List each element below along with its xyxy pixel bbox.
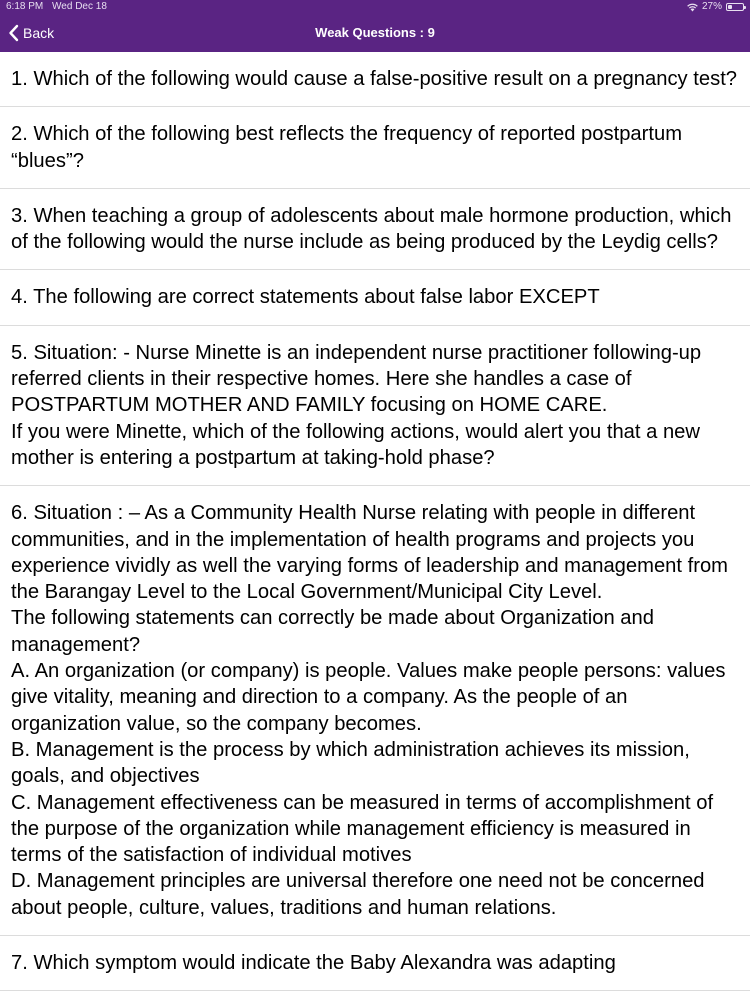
question-text: A. An organization (or company) is people. Values make people persons: values give vitality, meaning and direction to a company. As the people of an organization value, so the company becomes. (11, 660, 726, 735)
question-list (0, 52, 750, 1000)
question-item[interactable] (0, 270, 750, 325)
question-text: If you were Minette, which of the following actions, would alert you that a new mother is entering a postpartum at taking-hold phase? (11, 420, 700, 469)
page-title: Weak Questions : 9 (315, 25, 435, 40)
question-text: 6. Situation : – As a Community Health Nurse relating with people in different communities, and in the implementation of health programs and projects you experience vividly as well the varying forms of leadership and management from the Barangay Level to the Local Government/Municipal City Level. (11, 502, 729, 604)
question-item[interactable] (0, 326, 750, 486)
nav-bar (0, 14, 750, 52)
question-text: 5. Situation: - Nurse Minette is an independent nurse practitioner following-up referred clients in their respective homes. Here she handles a case of POSTPARTUM MOTHER AND FAMILY focusing on HOME CARE. (11, 341, 702, 417)
status-bar (0, 0, 750, 14)
question-item[interactable] (0, 486, 750, 936)
question-text: 3. When teaching a group of adolescents about male hormone production, which of the following would the nurse include as being produced by the Leydig cells? (11, 204, 732, 254)
status-date: Wed Dec 18 (52, 1, 107, 12)
question-text: D. Management principles are universal therefore one need not be concerned about people, culture, values, traditions and human relations. (11, 870, 705, 919)
question-item[interactable] (0, 52, 750, 107)
question-text: 4. The following are correct statements about false labor EXCEPT (11, 286, 600, 309)
question-item[interactable] (0, 936, 750, 991)
status-left (6, 0, 107, 14)
wifi-icon (687, 3, 698, 12)
question-text: The following statements can correctly be made about Organization and management? (11, 607, 654, 656)
question-text: 1. Which of the following would cause a false-positive result on a pregnancy test? (11, 68, 738, 90)
header-bar (0, 0, 750, 52)
question-item[interactable] (0, 107, 750, 189)
question-text: 2. Which of the following best reflects the frequency of reported postpartum “blues”? (11, 123, 683, 172)
question-text: B. Management is the process by which administration achieves its mission, goals, and objectives (11, 738, 690, 788)
battery-level-fill (728, 5, 732, 9)
question-text: 7. Which symptom would indicate the Baby Alexandra was adapting (11, 952, 616, 975)
question-text: C. Management effectiveness can be measured in terms of accomplishment of the purpose of the organization while management efficiency is measured in terms of the satisfaction of individual motives (11, 791, 714, 867)
back-label: Back (23, 25, 55, 41)
battery-percent: 27% (701, 1, 722, 12)
battery-icon (726, 3, 744, 11)
question-item[interactable] (0, 189, 750, 271)
status-time: 6:18 PM (6, 1, 44, 12)
status-right (687, 0, 744, 14)
